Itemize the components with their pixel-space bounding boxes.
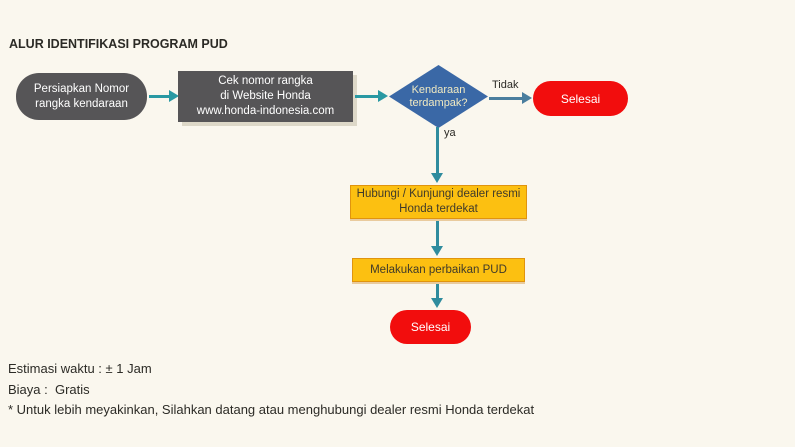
footer-biaya: Biaya : Gratis	[8, 382, 90, 397]
check-website-node	[178, 71, 353, 122]
check-website-line2: di Website Honda	[220, 90, 311, 102]
start-node-line2: rangka kendaraan	[35, 97, 128, 110]
arrow-decision-contact-line	[436, 127, 439, 173]
check-website-line1: Cek nomor rangka	[218, 75, 313, 87]
arrow-repair-selesai-head	[431, 298, 443, 308]
footer-disclaimer: * Untuk lebih meyakinkan, Silahkan datang atau menghubungi dealer resmi Honda terdekat	[8, 402, 535, 417]
start-node-line1: Persiapkan Nomor	[33, 82, 130, 95]
contact-dealer-node	[350, 185, 527, 219]
arrow-start-check-line	[149, 95, 169, 98]
edge-label-tidak: Tidak	[492, 79, 519, 91]
arrow-check-decision-line	[355, 95, 378, 98]
arrow-contact-repair-head	[431, 246, 443, 256]
contact-dealer-line2: Honda terdekat	[399, 203, 478, 215]
selesai-top-node	[533, 81, 628, 116]
decision-node	[389, 65, 488, 128]
arrow-decision-selesai-head	[522, 92, 532, 104]
arrow-decision-selesai-line	[489, 97, 522, 100]
repair-label: Melakukan perbaikan PUD	[370, 263, 507, 276]
decision-line2: terdampak?	[409, 96, 468, 109]
arrow-decision-contact-head	[431, 173, 443, 183]
arrow-contact-repair-line	[436, 221, 439, 246]
selesai-bottom-label: Selesai	[410, 320, 451, 334]
decision-line1: Kendaraan	[411, 83, 466, 96]
repair-node	[352, 258, 525, 282]
arrow-check-decision-head	[378, 90, 388, 102]
page-title: ALUR IDENTIFIKASI PROGRAM PUD	[9, 37, 228, 51]
contact-dealer-line1: Hubungi / Kunjungi dealer resmi	[356, 188, 521, 200]
start-node	[16, 73, 147, 120]
selesai-bottom-node	[390, 310, 471, 344]
arrow-repair-selesai-line	[436, 284, 439, 298]
edge-label-ya: ya	[444, 127, 456, 139]
check-website-url: www.honda-indonesia.com	[196, 105, 335, 117]
footer-estimasi-waktu: Estimasi waktu : ± 1 Jam	[8, 361, 152, 376]
selesai-top-label: Selesai	[560, 91, 601, 106]
